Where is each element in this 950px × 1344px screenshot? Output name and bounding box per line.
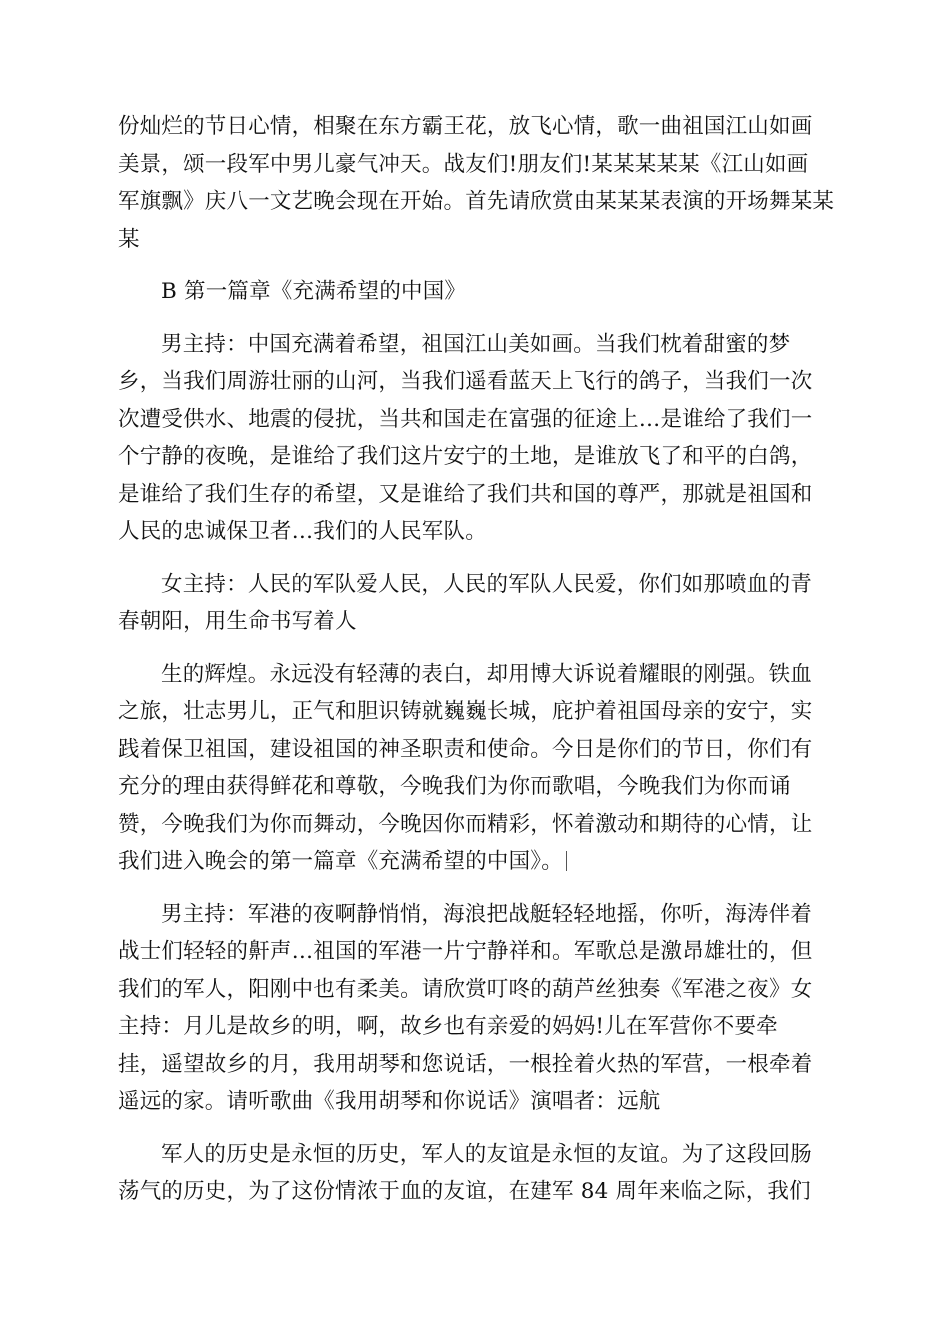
text-line: 某 [118, 226, 140, 252]
text-line: 春朝阳，用生命书写着人 [118, 609, 357, 634]
text-line: 荡气的历史，为了这份情浓于血的友谊，在建军 84 周年来临之际，我们 [118, 1179, 811, 1204]
section-heading [118, 273, 834, 311]
text-line: 男主持：中国充满着希望，祖国江山美如画。当我们枕着甜蜜的梦 [161, 331, 791, 357]
text-line: 人民的忠诚保卫者…我们的人民军队。 [118, 519, 487, 544]
paragraph-female-host-1 [118, 566, 834, 641]
text-line: B 第一篇章《充满希望的中国》 [161, 279, 467, 304]
text-line: 挂，遥望故乡的月，我用胡琴和您说话，一根拴着火热的军营，一根牵着 [118, 1051, 813, 1077]
text-line: 是谁给了我们生存的希望，又是谁给了我们共和国的尊严，那就是祖国和 [118, 481, 813, 507]
text-line-with-caret [118, 843, 834, 881]
paragraph-continuation [118, 656, 834, 881]
text-line: 我们进入晚会的第一篇章《充满希望的中国》。 [118, 849, 563, 874]
text-line: 遥远的家。请听歌曲《我用胡琴和你说话》演唱者：远航 [118, 1089, 661, 1114]
text-line: 乡，当我们周游壮丽的山河，当我们遥看蓝天上飞行的鸽子，当我们一次 [118, 369, 813, 394]
text-line: 之旅，壮志男儿，正气和胆识铸就巍巍长城，庇护着祖国母亲的安宁，实 [118, 699, 813, 724]
text-line: 次遭受供水、地震的侵扰，当共和国走在富强的征途上…是谁给了我们一 [118, 406, 813, 432]
document-page [118, 108, 834, 1211]
paragraph-male-host-1 [118, 326, 834, 551]
text-line: 生的辉煌。永远没有轻薄的表白，却用博大诉说着耀眼的刚强。铁血 [161, 661, 813, 687]
text-cursor [566, 851, 567, 871]
paragraph-male-host-2 [118, 896, 834, 1121]
text-line: 战士们轻轻的鼾声…祖国的军港一片宁静祥和。军歌总是激昂雄壮的，但 [118, 939, 813, 964]
paragraph-military-history [118, 1136, 834, 1211]
text-line: 份灿烂的节日心情，相聚在东方霸王花，放飞心情，歌一曲祖国江山如画 [118, 114, 813, 139]
text-line: 个宁静的夜晚，是谁给了我们这片安宁的土地，是谁放飞了和平的白鸽， [118, 444, 813, 469]
paragraph-opening [118, 108, 834, 258]
text-line: 充分的理由获得鲜花和尊敬，今晚我们为你而歌唱，今晚我们为你而诵 [118, 774, 791, 799]
text-line: 主持：月儿是故乡的明，啊，故乡也有亲爱的妈妈!儿在军营你不要牵 [118, 1014, 778, 1039]
text-line: 军旗飘》庆八一文艺晚会现在开始。首先请欣赏由某某某表演的开场舞某某 [118, 189, 835, 214]
text-line: 女主持：人民的军队爱人民，人民的军队人民爱，你们如那喷血的青 [161, 571, 813, 597]
text-line: 美景，颂一段军中男儿豪气冲天。战友们!朋友们!某某某某某《江山如画 [118, 151, 809, 177]
text-line: 军人的历史是永恒的历史，军人的友谊是永恒的友谊。为了这段回肠 [161, 1141, 813, 1167]
text-line: 赞，今晚我们为你而舞动，今晚因你而精彩，怀着激动和期待的心情，让 [118, 811, 813, 837]
text-line: 我们的军人，阳刚中也有柔美。请欣赏叮咚的葫芦丝独奏《军港之夜》女 [118, 976, 813, 1002]
text-line: 践着保卫祖国，建设祖国的神圣职责和使命。今日是你们的节日，你们有 [118, 736, 813, 762]
text-line: 男主持：军港的夜啊静悄悄，海浪把战艇轻轻地摇，你听，海涛伴着 [161, 901, 813, 927]
